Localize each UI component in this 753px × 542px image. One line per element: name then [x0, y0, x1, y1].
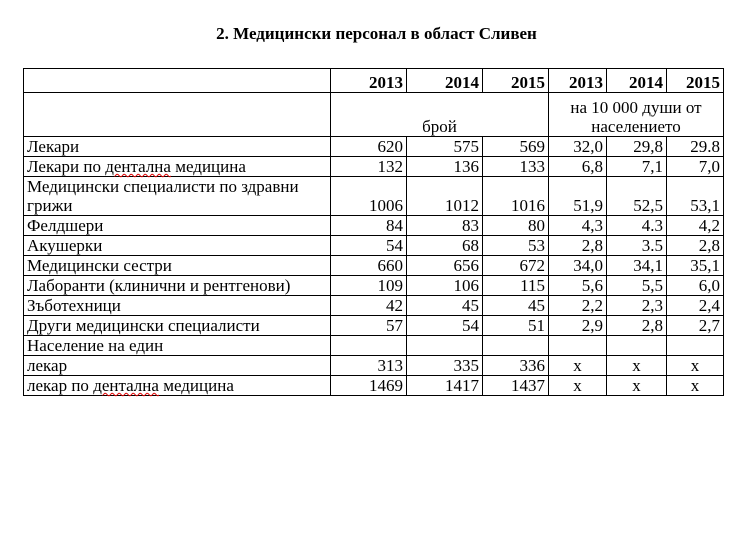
table-cell: 2,3 [607, 296, 667, 316]
table-cell: 2,8 [549, 236, 607, 256]
year-header: 2013 [331, 69, 407, 93]
year-header: 2014 [607, 69, 667, 93]
row-label: Медицински сестри [24, 256, 331, 276]
table-cell: 336 [483, 356, 549, 376]
table-cell: 2,4 [667, 296, 724, 316]
table-cell: 132 [331, 157, 407, 177]
table-cell: 656 [407, 256, 483, 276]
table-cell: x [667, 376, 724, 396]
row-label-part: Лекари по [27, 157, 106, 176]
table-cell: 5,6 [549, 276, 607, 296]
empty-cell [667, 336, 724, 356]
table-cell: 3.5 [607, 236, 667, 256]
table-cell: 32,0 [549, 137, 607, 157]
table-row [24, 316, 724, 336]
table-cell: 136 [407, 157, 483, 177]
unit-per-capita-label: на 10 000 души от населението [549, 93, 724, 137]
table-cell: 53 [483, 236, 549, 256]
table-cell: 34,1 [607, 256, 667, 276]
empty-cell [549, 336, 607, 356]
table-cell: 1006 [331, 177, 407, 216]
population-header-label: Население на един [24, 336, 331, 356]
row-label [24, 157, 331, 177]
table-cell: 83 [407, 216, 483, 236]
table-cell: 2,9 [549, 316, 607, 336]
table-cell: 2,8 [607, 316, 667, 336]
empty-cell [407, 336, 483, 356]
table-cell: 34,0 [549, 256, 607, 276]
year-header: 2015 [483, 69, 549, 93]
row-label: Зъботехници [24, 296, 331, 316]
table-cell: 80 [483, 216, 549, 236]
year-header: 2014 [407, 69, 483, 93]
table-cell: 51 [483, 316, 549, 336]
table-cell: 54 [407, 316, 483, 336]
row-label-part: медицина [158, 376, 234, 395]
table-cell: x [549, 356, 607, 376]
table-cell: 575 [407, 137, 483, 157]
table-row [24, 137, 724, 157]
row-label [24, 376, 331, 396]
row-label: Медицински специалисти по здравни грижи [24, 177, 331, 216]
row-label-part: дентална [105, 157, 171, 176]
unit-count-label: брой [331, 93, 549, 137]
header-empty-cell [24, 69, 331, 93]
table-row [24, 177, 724, 216]
table-cell: 42 [331, 296, 407, 316]
table-cell: 45 [483, 296, 549, 316]
table-cell: 106 [407, 276, 483, 296]
table-row [24, 256, 724, 276]
units-header-row [24, 93, 724, 137]
row-label: Лаборанти (клинични и рентгенови) [24, 276, 331, 296]
table-row [24, 376, 724, 396]
table-cell: 2,7 [667, 316, 724, 336]
table-cell: 569 [483, 137, 549, 157]
table-cell: x [549, 376, 607, 396]
row-label-part: лекар по [27, 376, 94, 395]
table-cell: 1469 [331, 376, 407, 396]
table-cell: 1012 [407, 177, 483, 216]
row-label: Акушерки [24, 236, 331, 256]
table-cell: 1437 [483, 376, 549, 396]
empty-cell [607, 336, 667, 356]
table-cell: 68 [407, 236, 483, 256]
table-cell: 672 [483, 256, 549, 276]
year-header: 2015 [667, 69, 724, 93]
row-label-part: медицина [170, 157, 246, 176]
table-cell: 7,1 [607, 157, 667, 177]
row-label: Фелдшери [24, 216, 331, 236]
table-cell: 84 [331, 216, 407, 236]
table-cell: 53,1 [667, 177, 724, 216]
table-cell: 4,3 [549, 216, 607, 236]
table-cell: 51,9 [549, 177, 607, 216]
row-label: лекар [24, 356, 331, 376]
table-cell: 1417 [407, 376, 483, 396]
empty-cell [331, 336, 407, 356]
table-cell: 335 [407, 356, 483, 376]
table-cell: 7,0 [667, 157, 724, 177]
empty-cell [483, 336, 549, 356]
table-row [24, 157, 724, 177]
table-cell: 4,2 [667, 216, 724, 236]
table-cell: 313 [331, 356, 407, 376]
table-cell: 2,8 [667, 236, 724, 256]
page-title: 2. Медицински персонал в област Сливен [216, 24, 537, 43]
row-label: Други медицински специалисти [24, 316, 331, 336]
years-header-row [24, 69, 724, 93]
table-row [24, 296, 724, 316]
year-header: 2013 [549, 69, 607, 93]
table-cell: 115 [483, 276, 549, 296]
table-cell: 620 [331, 137, 407, 157]
table-row [24, 276, 724, 296]
table-cell: 57 [331, 316, 407, 336]
table-cell: 6,0 [667, 276, 724, 296]
table-row [24, 236, 724, 256]
medical-staff-table [23, 68, 724, 396]
units-empty-cell [24, 93, 331, 137]
table-cell: 52,5 [607, 177, 667, 216]
table-cell: 6,8 [549, 157, 607, 177]
table-cell: 1016 [483, 177, 549, 216]
table-cell: 29,8 [607, 137, 667, 157]
table-cell: 45 [407, 296, 483, 316]
table-cell: 29.8 [667, 137, 724, 157]
table-cell: 35,1 [667, 256, 724, 276]
table-cell: x [607, 376, 667, 396]
table-cell: 133 [483, 157, 549, 177]
table-cell: 5,5 [607, 276, 667, 296]
table-cell: 2,2 [549, 296, 607, 316]
table-cell: x [667, 356, 724, 376]
table-cell: 4.3 [607, 216, 667, 236]
row-label-part: дентална [93, 376, 159, 395]
table-row [24, 356, 724, 376]
table-cell: 660 [331, 256, 407, 276]
table-cell: 109 [331, 276, 407, 296]
population-header-row [24, 336, 724, 356]
table-cell: 54 [331, 236, 407, 256]
table-cell: x [607, 356, 667, 376]
row-label: Лекари [24, 137, 331, 157]
table-row [24, 216, 724, 236]
